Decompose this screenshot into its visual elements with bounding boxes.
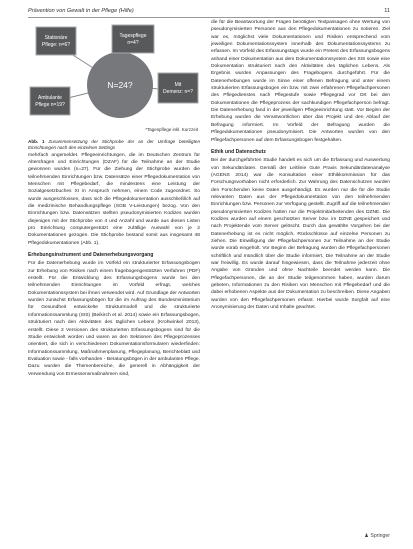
box-ambulant-line1: Ambulante xyxy=(38,95,62,101)
center-label: N=24? xyxy=(107,80,133,90)
box-tagespflege xyxy=(112,25,154,53)
springer-icon: ♟ xyxy=(364,533,369,539)
figure-note: *Tagespflege inkl. Kurzzeit xyxy=(145,127,198,132)
box-stationaer-line1: Stationäre xyxy=(44,35,68,41)
right-paragraph-2: Bei der durchgeführten Studie handelt es sich um die Erfassung und Auswertung von Sekundärdaten. Gemäß der Leitlinie Gute Praxis Sekundärdatenanalyse (AGENS 2014) war die Konsultation einer Ethikkommission für das Forschungsvorhaben nicht erforderlich. Zur Wahrung des Datenschutzes wurden den Forschenden keine Daten ausgehändigt. Es wurden nur die für die Studie relevanten Daten aus der Pflegedokumentation von den teilnehmenden Einrichtungen bzw. Personen zur Verfügung gestellt. Zugriff auf die teilnehmenden pseudonymisierten Kodizes hatten nur die Projektmitarbeitenden des DZNE. Die Kodizes wurden auf einem geschützten Server bzw. im DZNE gespeichert und nach Projektende vom Server gelöscht. Durch das gewählte Vorgehen bei der Datenerhebung ist es nicht möglich, Rückschlüsse auf einzelne Personen zu ziehen. Die Einwilligung der Pflegefachpersonen zur Teilnahme an der Studie wurde vorab eingeholt. Vor Beginn der Befragung wurden die Pflegefachpersonen schriftlich und mündlich über die Studie informiert. Die Teilnahme an der Studie war freiwillig. Es wurde darauf hingewiesen, dass die Teilnahme jederzeit ohne Angabe von Gründen und ohne Nachteile beendet werden kann. Die Pflegefachpersonen, die an der Studie teilgenommen haben, wurden darum gebeten, Informationen zu den Risiken von Menschen mit Pflegebedarf und die dabei erhobenen Aspekte aus der Dokumentation zu beschreiben. Diese Angaben wurden von den Pflegefachpersonen erfasst. Hierbei wurde Sorgfalt auf eine Anonymisierung der Daten und Inhalte geachtet. xyxy=(211,158,390,311)
publisher-name: Springer xyxy=(370,533,390,539)
section-heading-instrument: Erhebungsinstrument und Datenerhebungsvorgang xyxy=(28,252,154,259)
box-stationaer-line2: Pflege: n=6? xyxy=(41,42,71,48)
box-tagespflege-line1: Tagespflege xyxy=(119,33,147,39)
right-paragraph-1: die für die Beantwortung der Fragen benötigten Textpassagen ohne Wertung von pseudonymisierten Personen aus den Pflegedokumentationen zu notieren. Ziel war es, möglichst viele Dokumentationen und Risiken entsprechend vom jeweiligen Dokumentationssystem innerhalb des Dokumentationssystems zu erfassen. Im Vorfeld des Erfassungstags wurde ein Pretest des Erfassungsbogens anhand einer Dokumentation aus dem Dokumentationssystem des SIS sowie eine Dokumentation strukturiert nach den Aktivitäten des täglichen Lebens. Als Ergebnis wurden Anpassungen des Fragebogens durchgeführt. Für die Datenerhebungen wurde im Sinne einer offenen Befragung und unter einem strukturierten Erfassungsbogen ein bzw. mit zwei erfahrenen Pflegefachpersonen des Pflegedienstes nach Pflegestufe sowie Pflegegrad vor Ort bei den Dokumentationen die Pflegeprozess der sachkundigen Pflegefachperson befragt. Die Datenerhebung fand in der jeweiligen Pflegeeinrichtung statt. Vor Beginn der Erhebung wurden die Verantwortlichen über das Projekt und den Ablauf der Befragung informiert. Im Vorfeld der Befragung wurden die Pflegedokumentationen pseudonymisiert. Die Antworten wurden von den Pflegefachpersonen auf dem Erfassungsbogen festgehalten. xyxy=(211,20,390,143)
box-stationaer xyxy=(36,27,76,55)
running-header xyxy=(28,8,390,14)
box-demenz xyxy=(158,73,198,103)
caption-label: Abb. 1 xyxy=(28,139,45,144)
section-heading-ethics: Ethik und Datenschutz xyxy=(211,148,266,155)
left-paragraph-1: mehrfach angemeldet. Pflegeeinrichtungen, die im Deutschen Zentrum für Altersfragen und Einrichtungen (DZAF) für die Teilnahme an der Studie gewonnen wurden (n=27). Für die Ziehung der Stichprobe wurden die teilnehmenden Einrichtungen bzw. Datensätze einer Pflegedokumentation von Menschen mit Pflegebedarf, die mindestens eine Leistung der Sozialgesetzbuches XI in Anspruch nehmen, einem Code zugeordnet. So wurde ausgeschlossen, dass sich die Pflegedokumentation ausschließlich auf die medizinische Behandlungspflege (SGB V-Leistungen) bezog. Von den Einrichtungen bzw. Datensätzen stellten pseudonymisierten Kodizes wurden diejenigen mit der Stichprobe von 4 und Anzahl und wurde aus diesen Listen pro Einrichtung computergestützt eine zufällige Auswahl von je 2 Dokumentationen gezogen. Die Stichprobe bestand somit aus insgesamt 48 Pflegedokumentationen (Abb. 1). xyxy=(28,152,200,246)
publisher-logo xyxy=(364,533,390,539)
page-number: 11 xyxy=(384,8,390,14)
sample-diagram xyxy=(28,19,200,135)
header-rule xyxy=(28,17,390,18)
figure-1 xyxy=(28,19,200,135)
left-paragraph-2: Für die Datenerhebung wurde im Vorfeld ein strukturierter Erfassungsbogen zur Erhebung von Risiken nach einem fragebogengestützten Verfahren (PDF) erstellt. Für die Entwicklung des Erfassungsbogens wurde bei den teilnehmenden Einrichtungen im Vorfeld erfragt, welches Dokumentationssystem bei ihnen verwendet wird. Auf Grundlage der Antworten wurden zunächst Erfassungsbögen für die im Auftrag des Bundesministerium für Gesundheit entwickelte Strukturmodell und die strukturierte Informationssammlung (SIS) (Beikirch et al. 2014) sowie ein Erfassungsbogen, strukturiert nach den Aktivitäten des täglichen Lebens (Krohwinkel 2013), erstellt. Diese 2 Versionen des strukturierten Erfassungsbogens sind für die Studie entwickelt worden und waren an den Sektionen des Pflegeprozesses orientiert, die sich in verschiedenen Dokumentationsformularen wiederfinden: Informationssammlung, Maßnahmenplanung, Pflegeplanung, Berichteblatt und Evaluation sowie - falls vorhanden - Beratungsbögen in der ambulanten Pflege. Dazu wurden die Themenbereiche, die generell in Abhängigkeit der Verwendung von Ermessensmaßnahmen sind, xyxy=(28,261,200,377)
box-ambulant xyxy=(30,87,70,115)
box-tagespflege-line2: n=4? xyxy=(127,40,139,46)
figure-caption xyxy=(28,139,200,152)
left-column xyxy=(28,19,200,378)
running-title: Prävention von Gewalt in der Pflege (Hilfe) xyxy=(28,8,134,14)
right-column xyxy=(211,19,390,311)
box-demenz-line1: Mit xyxy=(174,82,182,88)
caption-text: Zusammensetzung der Stichprobe der an der Umfrage beteiligten Einrichtungen nach den einzelnen Settings xyxy=(28,139,201,151)
box-demenz-line2: Demenz: n=? xyxy=(163,89,193,95)
box-ambulant-line2: Pflege n=19? xyxy=(35,102,65,108)
